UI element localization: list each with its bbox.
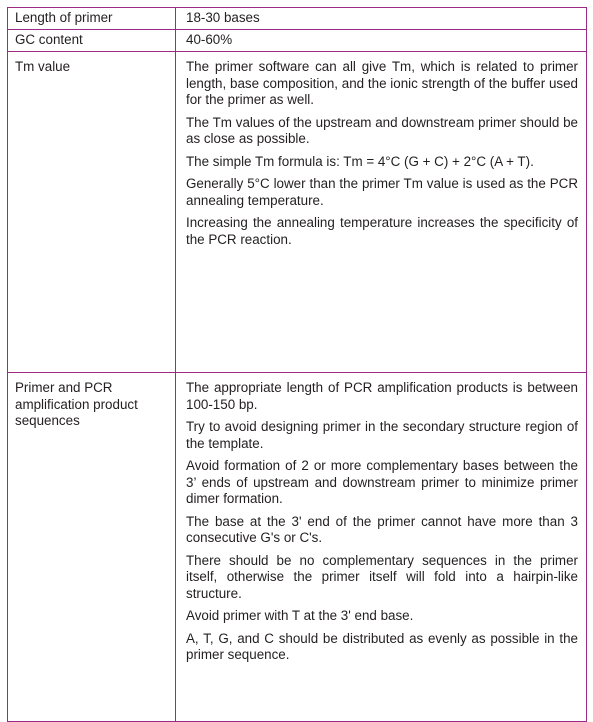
sequence-paragraph: Try to avoid designing primer in the secondary structure region of the template. <box>186 419 578 451</box>
row-label-tm-value: Tm value <box>8 52 176 373</box>
row-value-length: 18-30 bases <box>176 8 587 30</box>
tm-paragraph: The simple Tm formula is: Tm = 4°C (G + C) + 2°C (A + T). <box>186 153 534 169</box>
row-label-length: Length of primer <box>8 8 176 30</box>
sequence-paragraph: There should be no complementary sequences in the primer itself, otherwise the primer itself will fold into a hairpin-like structure. <box>186 552 578 601</box>
sequence-paragraph: The appropriate length of PCR amplification products is between 100-150 bp. <box>186 380 578 412</box>
tm-paragraph: Generally 5°C lower than the primer Tm value is used as the PCR annealing temperature. <box>186 176 578 208</box>
row-value-tm-value <box>176 52 587 373</box>
tm-paragraph: The Tm values of the upstream and downstream primer should be as close as possible. <box>186 114 578 146</box>
table-row-gc-content <box>8 30 587 52</box>
tm-paragraph: Increasing the annealing temperature increases the specificity of the PCR reaction. <box>186 215 578 247</box>
row-value-sequences <box>176 373 587 722</box>
sequence-paragraph: A, T, G, and C should be distributed as evenly as possible in the primer sequence. <box>186 630 578 662</box>
row-label-gc-content: GC content <box>8 30 176 52</box>
table-row-sequences <box>8 373 587 722</box>
row-label-sequences: Primer and PCR amplification product sequences <box>8 373 176 722</box>
sequence-paragraph: The base at the 3' end of the primer cannot have more than 3 consecutive G's or C's. <box>186 513 578 545</box>
table-row-length <box>8 8 587 30</box>
sequence-paragraph: Avoid primer with T at the 3' end base. <box>186 608 414 623</box>
tm-paragraph: The primer software can all give Tm, which is related to primer length, base composition, and the ionic strength of the buffer used for the primer as well. <box>186 59 578 107</box>
sequence-paragraph: Avoid formation of 2 or more complementary bases between the 3’ ends of upstream and downstream primer to minimize primer dimer formation. <box>186 458 578 506</box>
table-row-tm-value <box>8 52 587 373</box>
primer-design-table <box>7 7 587 722</box>
row-value-gc-content: 40-60% <box>176 30 587 52</box>
